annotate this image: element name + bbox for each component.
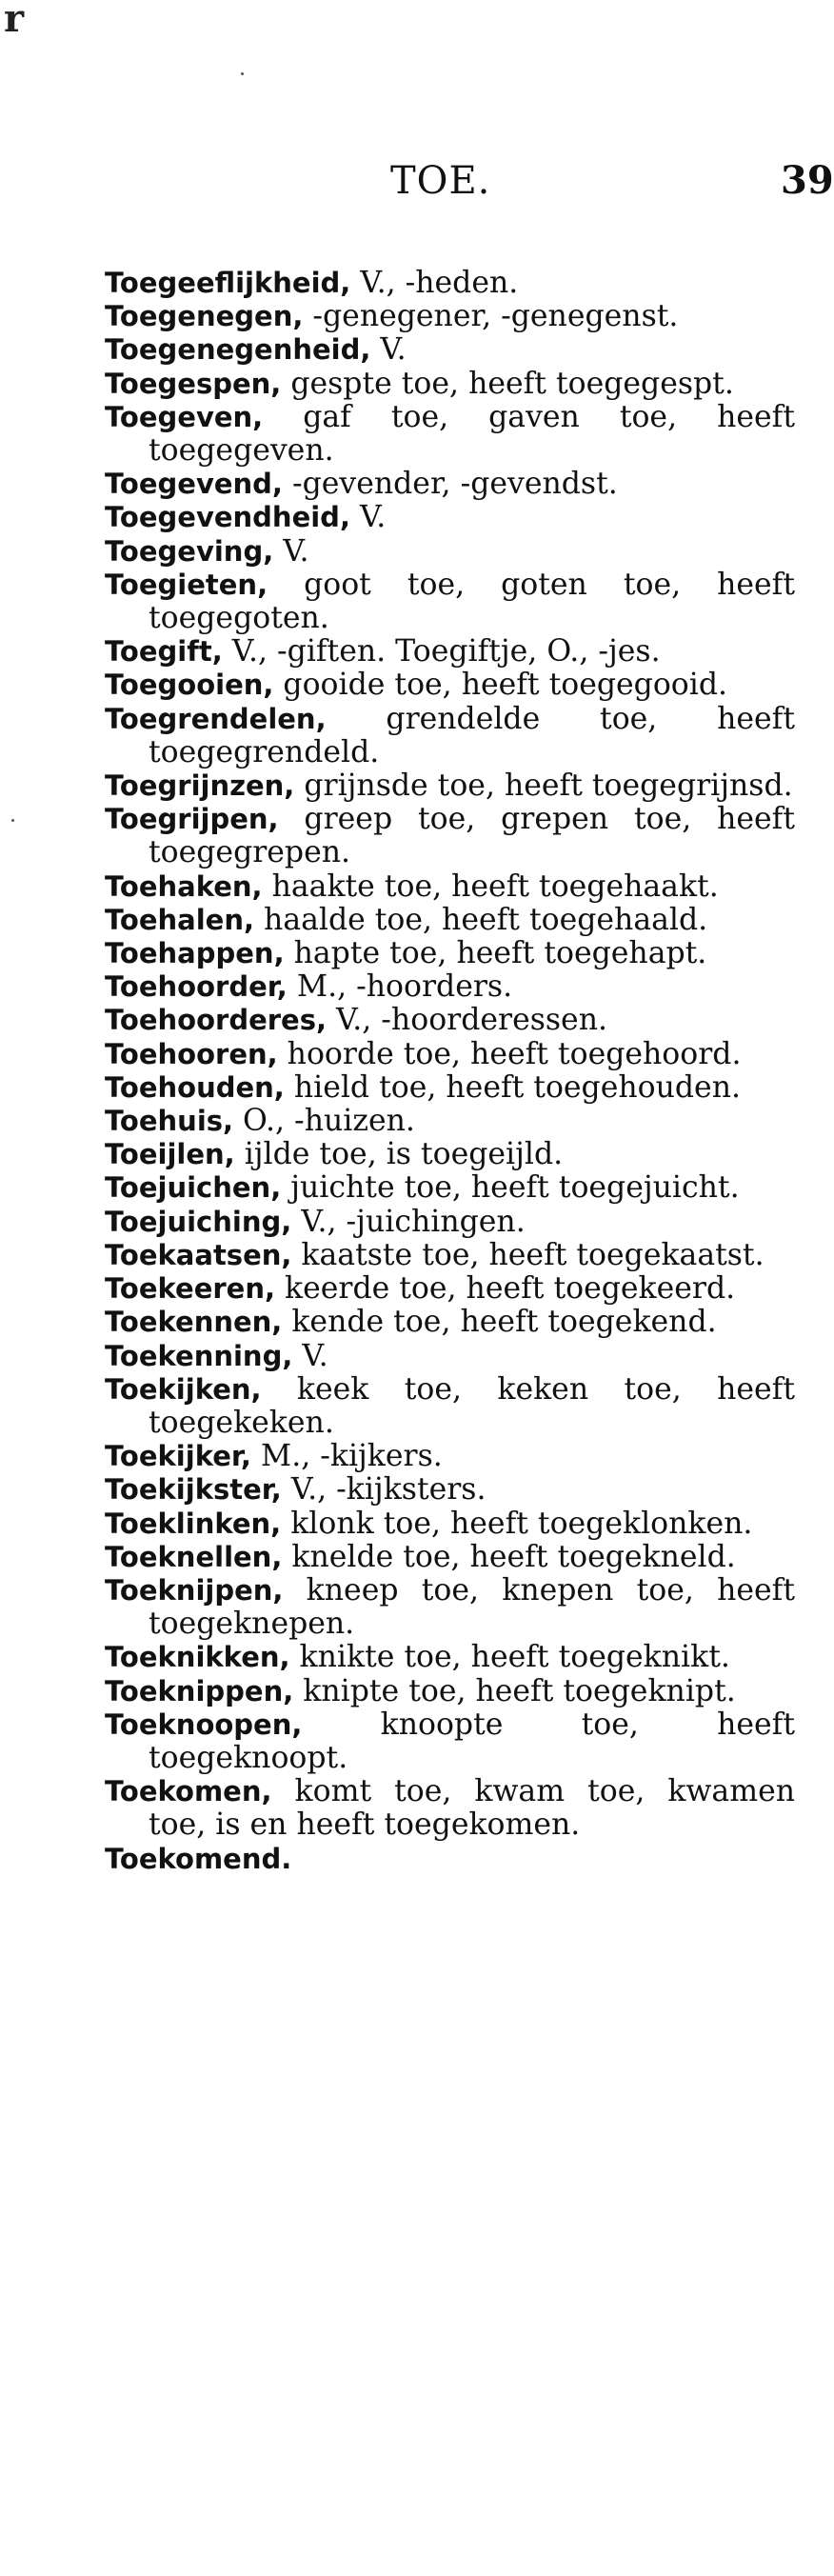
entry-headword: Toekeeren, xyxy=(105,1272,275,1306)
speck-mark xyxy=(241,72,244,75)
dictionary-entry xyxy=(105,1708,795,1775)
entry-headword: Toegift, xyxy=(105,635,223,669)
dictionary-entry xyxy=(105,1340,795,1373)
entry-headword: Toegenegenheid, xyxy=(105,333,371,367)
dictionary-entry xyxy=(105,870,795,904)
entry-headword: Toegevend, xyxy=(105,468,283,501)
entry-headword: Toejuiching, xyxy=(105,1205,292,1238)
entry-headword: Toegooien, xyxy=(105,669,274,702)
dictionary-entry xyxy=(105,904,795,937)
entry-headword: Toejuichen, xyxy=(105,1171,282,1205)
entry-headword: Toehouden, xyxy=(105,1070,285,1104)
entry-headword: Toekijker, xyxy=(105,1440,251,1473)
entry-definition: V., -kijksters. xyxy=(281,1472,486,1508)
dictionary-entry xyxy=(105,769,795,803)
entry-headword: Toehoorderes, xyxy=(105,1004,327,1037)
entry-definition: keek toe, keken toe, heeft toegekeken. xyxy=(149,1371,795,1440)
dictionary-entry xyxy=(105,1306,795,1339)
entry-definition: gespte toe, heeft toegegespt. xyxy=(281,366,734,401)
entry-definition: hapte toe, heeft toegehapt. xyxy=(284,936,707,971)
entry-headword: Toekijkster, xyxy=(105,1473,282,1507)
entry-definition: V., -giften. Toegiftje, O., -jes. xyxy=(222,634,661,669)
dictionary-entry xyxy=(105,468,795,501)
entry-definition: haakte toe, heeft toegehaakt. xyxy=(262,869,719,904)
dictionary-entry xyxy=(105,1373,795,1440)
dictionary-entry xyxy=(105,535,795,569)
entry-definition: klonk toe, heeft toegeklonken. xyxy=(281,1506,753,1541)
entry-definition: M., -hoorders. xyxy=(287,969,513,1005)
entry-definition: V. xyxy=(292,1338,328,1373)
dictionary-entry xyxy=(105,569,795,635)
dictionary-entry xyxy=(105,1038,795,1071)
entry-headword: Toegrendelen, xyxy=(105,702,327,735)
dictionary-entry xyxy=(105,970,795,1004)
entry-headword: Toekaatsen, xyxy=(105,1238,292,1271)
dictionary-entry xyxy=(105,1675,795,1708)
entry-definition: V. xyxy=(273,533,309,569)
entry-headword: Toegeving, xyxy=(105,534,274,568)
dictionary-entry xyxy=(105,1541,795,1574)
dictionary-entry xyxy=(105,1138,795,1171)
entry-definition: knoopte toe, heeft toegeknoopt. xyxy=(149,1707,795,1775)
entry-headword: Toeijlen, xyxy=(105,1138,235,1171)
dictionary-entry xyxy=(105,1239,795,1272)
entry-definition: O., -huizen. xyxy=(233,1104,415,1139)
entry-headword: Toegespen, xyxy=(105,367,282,400)
entry-headword: Toeknippen, xyxy=(105,1674,294,1707)
dictionary-entry xyxy=(105,368,795,401)
entry-definition: knikte toe, heeft toegeknikt. xyxy=(289,1640,730,1675)
entry-definition: knelde toe, heeft toegekneld. xyxy=(282,1539,736,1574)
dictionary-entry xyxy=(105,1206,795,1239)
dictionary-entry xyxy=(105,401,795,468)
entry-definition: grijnsde toe, heeft toegegrijnsd. xyxy=(294,769,793,804)
page-title: TOE. xyxy=(390,159,491,203)
entry-definition: V., -heden. xyxy=(350,266,519,300)
entry-definition: hield toe, heeft toegehouden. xyxy=(284,1069,742,1105)
entry-definition: goot toe, goten toe, heeft toegegoten. xyxy=(149,567,795,636)
entry-definition: V., -hoorderessen. xyxy=(327,1003,607,1038)
page-number: 39 xyxy=(781,158,834,203)
dictionary-entry xyxy=(105,267,795,300)
entry-definition: juichte toe, heeft toegejuicht. xyxy=(281,1170,740,1206)
page-header xyxy=(0,157,834,205)
dictionary-entry xyxy=(105,669,795,702)
dictionary-entry xyxy=(105,1171,795,1205)
entry-headword: Toekomend. xyxy=(105,1842,292,1875)
dictionary-entry xyxy=(105,333,795,367)
entry-definition: kaatste toe, heeft toegekaatst. xyxy=(291,1237,764,1272)
entry-headword: Toehoorder, xyxy=(105,970,288,1004)
dictionary-entry xyxy=(105,1105,795,1138)
entry-definition: keerde toe, heeft toegekeerd. xyxy=(275,1271,736,1307)
entry-definition: haalde toe, heeft toegehaald. xyxy=(254,902,708,937)
dictionary-entry xyxy=(105,1843,795,1876)
entry-headword: Toeknikken, xyxy=(105,1641,290,1674)
entry-definition: knipte toe, heeft toegeknipt. xyxy=(293,1673,736,1708)
entry-definition: V. xyxy=(370,332,407,368)
entry-headword: Toegrijnzen, xyxy=(105,769,295,803)
dictionary-entry xyxy=(105,635,795,669)
dictionary-entry xyxy=(105,300,795,333)
entry-definition: gooide toe, heeft toegegooid. xyxy=(273,668,728,703)
speck-mark xyxy=(11,819,14,822)
dictionary-entry xyxy=(105,1775,795,1842)
entry-headword: Toehalen, xyxy=(105,903,255,936)
dictionary-entry xyxy=(105,501,795,534)
dictionary-entry xyxy=(105,703,795,769)
dictionary-entry xyxy=(105,1641,795,1674)
entry-definition: V., -juichingen. xyxy=(291,1204,526,1239)
entry-headword: Toehappen, xyxy=(105,937,285,970)
entry-headword: Toeknijpen, xyxy=(105,1573,284,1607)
dictionary-entry xyxy=(105,1004,795,1037)
entry-definition: komt toe, kwam toe, kwamen toe, is en heeft toegekomen. xyxy=(149,1774,795,1843)
entry-headword: Toegevendheid, xyxy=(105,501,350,534)
entry-definition: ijlde toe, is toegeijld. xyxy=(234,1137,564,1172)
entry-definition: -genegener, -genegenst. xyxy=(303,299,679,334)
entry-headword: Toehooren, xyxy=(105,1037,278,1070)
dictionary-entry xyxy=(105,937,795,970)
dictionary-entry xyxy=(105,1440,795,1473)
entry-headword: Toeknellen, xyxy=(105,1540,283,1573)
entry-headword: Toekomen, xyxy=(105,1775,272,1808)
entry-definition: M., -kijkers. xyxy=(250,1439,443,1474)
entry-definition: kneep toe, knepen toe, heeft toegeknepen. xyxy=(149,1572,795,1642)
dictionary-entries xyxy=(105,267,795,1876)
dictionary-entry xyxy=(105,1574,795,1641)
entry-headword: Toehuis, xyxy=(105,1105,234,1138)
dictionary-entry xyxy=(105,803,795,869)
entry-headword: Toekennen, xyxy=(105,1306,283,1339)
entry-definition: grendelde toe, heeft toegegrendeld. xyxy=(149,701,795,769)
entry-headword: Toeklinken, xyxy=(105,1507,282,1540)
entry-definition: -gevender, -gevendst. xyxy=(282,467,618,502)
entry-definition: hoorde toe, heeft toegehoord. xyxy=(277,1036,742,1071)
entry-headword: Toegenegen, xyxy=(105,300,304,333)
corner-mark: r xyxy=(4,0,25,41)
entry-headword: Toehaken, xyxy=(105,869,263,903)
entry-headword: Toekenning, xyxy=(105,1339,293,1372)
entry-headword: Toeknoopen, xyxy=(105,1707,303,1741)
entry-definition: kende toe, heeft toegekend. xyxy=(282,1305,717,1340)
entry-headword: Toegeven, xyxy=(105,400,264,433)
entry-definition: greep toe, grepen toe, heeft toegegrepen. xyxy=(149,802,795,870)
dictionary-entry xyxy=(105,1071,795,1105)
dictionary-entry xyxy=(105,1508,795,1541)
entry-definition: gaf toe, gaven toe, heeft toegegeven. xyxy=(149,399,795,469)
entry-headword: Toegeeflijkheid, xyxy=(105,267,351,299)
entry-headword: Toekijken, xyxy=(105,1372,262,1406)
entry-headword: Toegrijpen, xyxy=(105,803,279,836)
dictionary-entry xyxy=(105,1272,795,1306)
dictionary-entry xyxy=(105,1473,795,1507)
entry-headword: Toegieten, xyxy=(105,568,268,601)
entry-definition: V. xyxy=(349,500,387,535)
